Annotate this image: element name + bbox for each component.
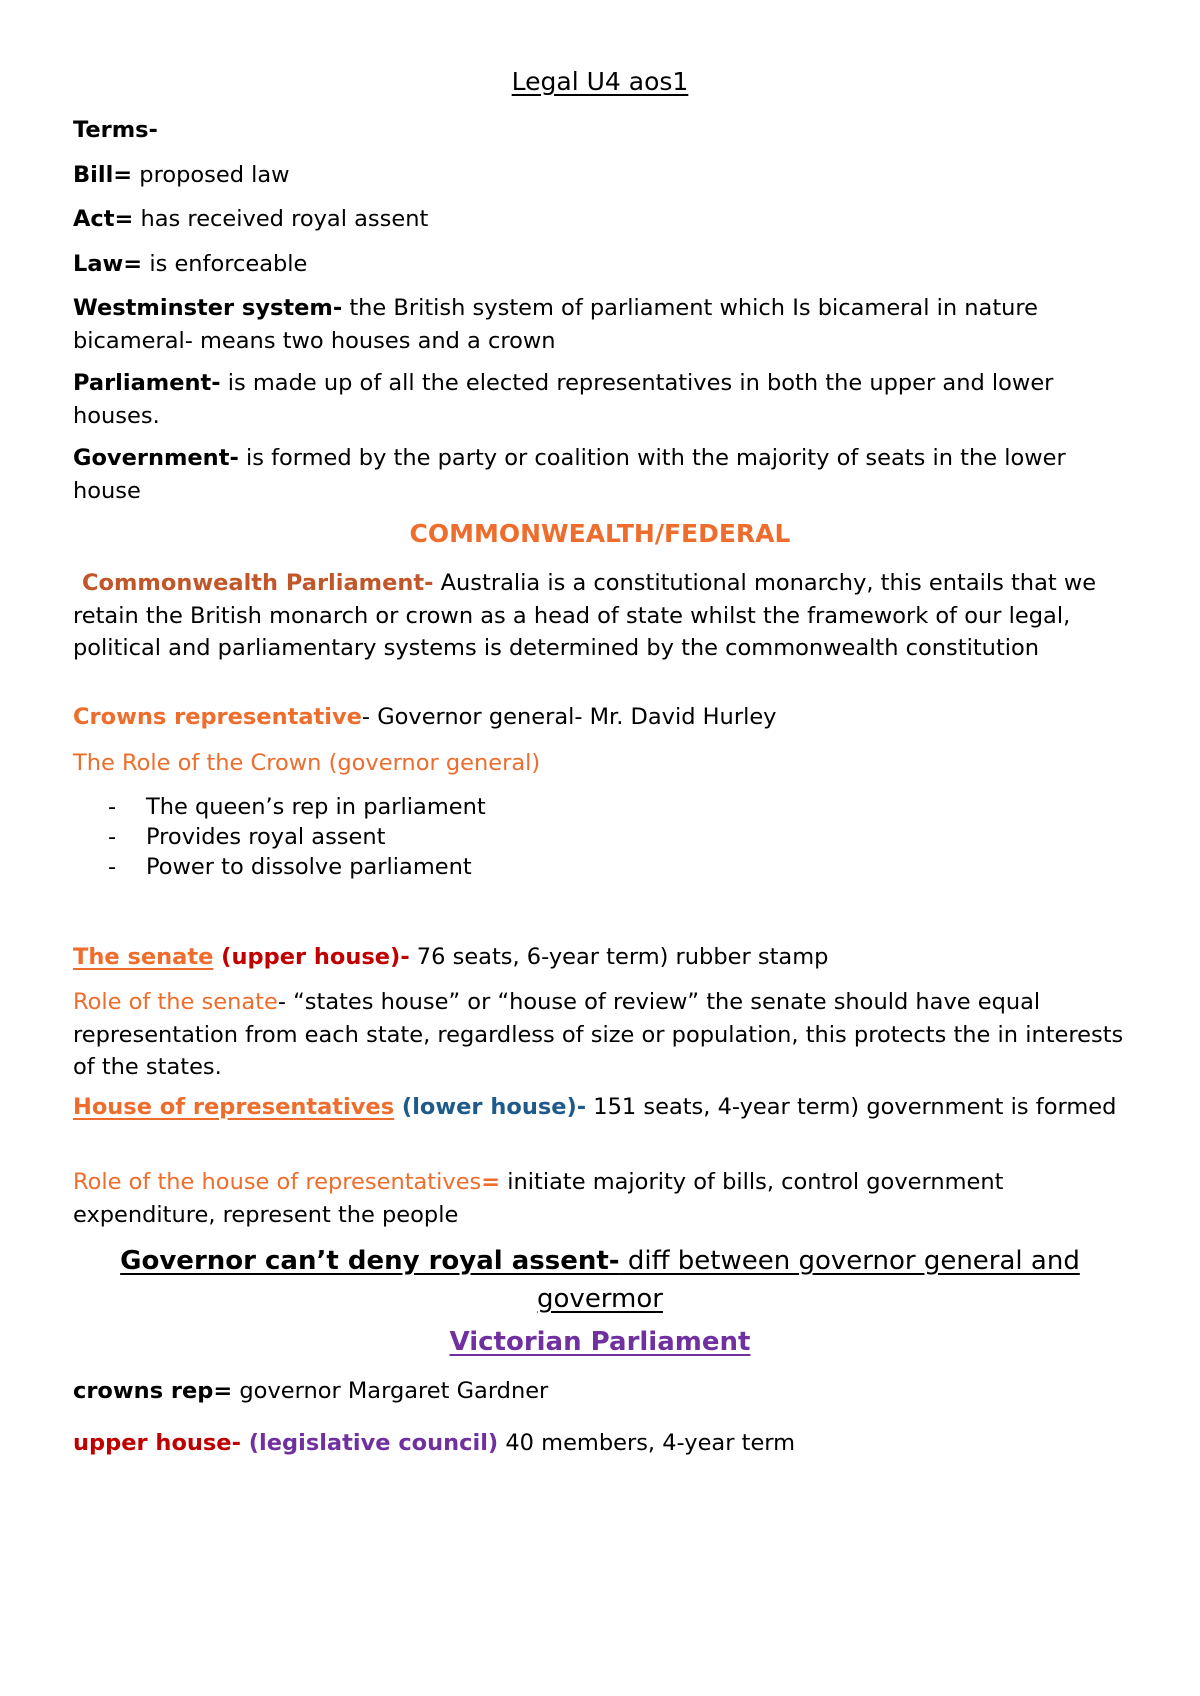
role-of-crown-heading: The Role of the Crown (governor general) <box>73 750 541 776</box>
list-bullet: - <box>108 824 117 850</box>
victorian-crowns-rep: crowns rep= governor Margaret Gardner <box>73 1378 549 1404</box>
term-act: Act= has received royal assent <box>73 206 429 232</box>
term-parliament: Parliament- is made up of all the elected representatives in both the upper and lower houses. <box>73 370 1054 429</box>
term-bill: Bill= proposed law <box>73 162 290 188</box>
term-westminster: Westminster system- the British system of parliament which Is bicameral in nature bicameral- means two houses and a crown <box>73 295 1038 354</box>
victorian-upper-house: upper house- (legislative council) 40 members, 4-year term <box>73 1430 796 1456</box>
commonwealth-parliament-paragraph: Commonwealth Parliament- Australia is a constitutional monarchy, this entails that we retain the British monarch or crown as a head of state whilst the framework of our legal, political and parliamentary systems is determined by the commonwealth constitution <box>73 570 1097 661</box>
list-item: The queen’s rep in parliament <box>146 794 486 820</box>
commonwealth-heading: COMMONWEALTH/FEDERAL <box>409 519 791 548</box>
role-of-senate: Role of the senate- “states house” or “house of review” the senate should have equal representation from each state, regardless of size or population, this protects the in interests of the states. <box>73 989 1124 1080</box>
term-government: Government- is formed by the party or coalition with the majority of seats in the lower house <box>73 445 1066 504</box>
list-bullet: - <box>108 794 117 820</box>
house-of-representatives-line: House of representatives (lower house)- 151 seats, 4-year term) government is formed <box>73 1094 1117 1120</box>
governor-royal-assent-note: Governor can’t deny royal assent- diff between governor general and govermor <box>120 1246 1080 1314</box>
victorian-parliament-heading: Victorian Parliament <box>449 1327 751 1357</box>
list-item: Power to dissolve parliament <box>146 854 472 880</box>
list-item: Provides royal assent <box>146 824 386 850</box>
list-bullet: - <box>108 854 117 880</box>
terms-heading: Terms- <box>73 117 158 143</box>
crowns-representative: Crowns representative- Governor general- Mr. David Hurley <box>73 704 777 730</box>
senate-line: The senate (upper house)- 76 seats, 6-year term) rubber stamp <box>73 944 829 970</box>
term-law: Law= is enforceable <box>73 251 308 277</box>
role-of-house-of-representatives: Role of the house of representatives= initiate majority of bills, control government expenditure, represent the people <box>73 1169 1004 1228</box>
page-title: Legal U4 aos1 <box>511 67 689 96</box>
